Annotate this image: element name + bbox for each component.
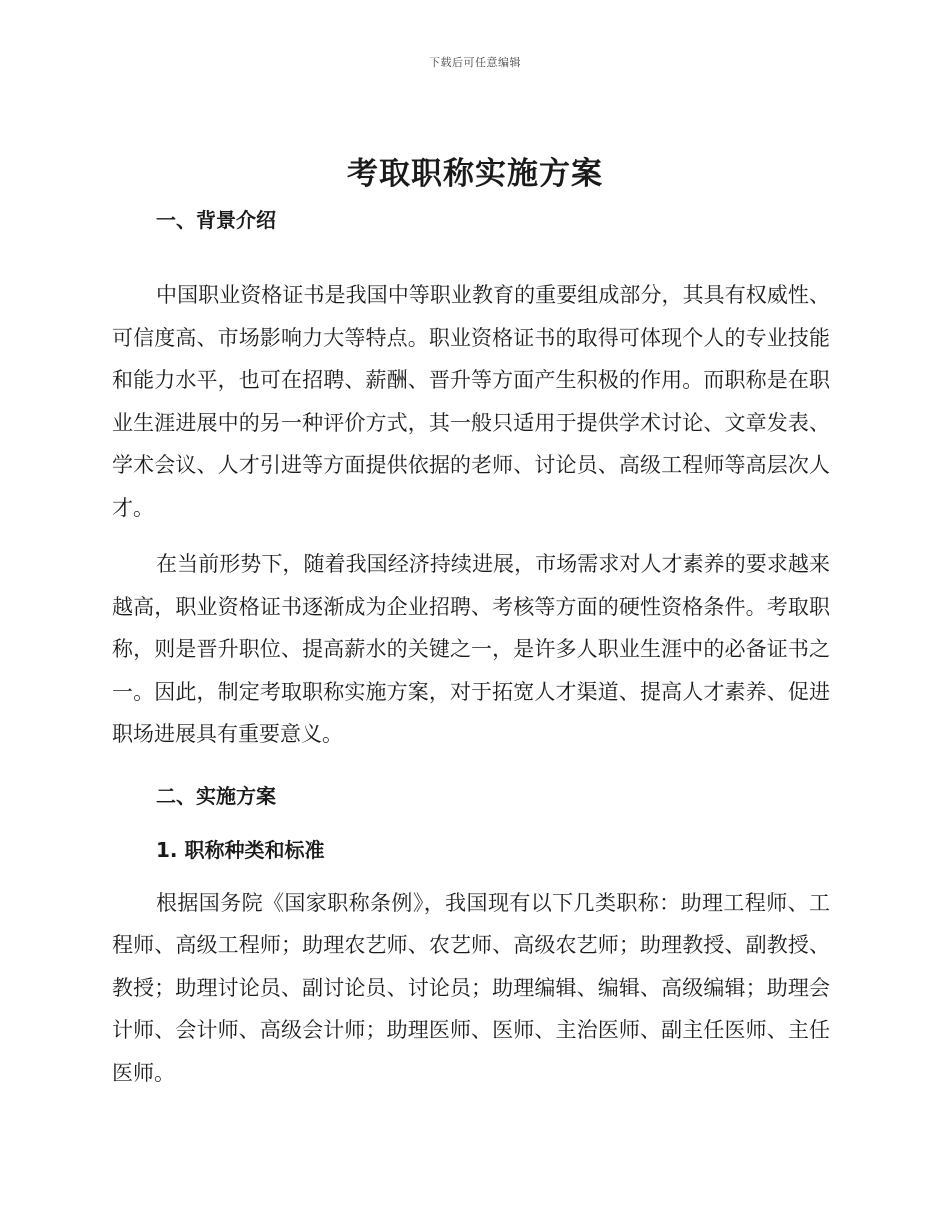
section-heading-background: 一、背景介绍 xyxy=(156,208,276,232)
subheading-title-types: 1. 职称种类和标准 xyxy=(156,837,325,862)
page-header-note: 下载后可任意编辑 xyxy=(429,56,521,69)
paragraph-background-1: 中国职业资格证书是我国中等职业教育的重要组成部分，其具有权威性、可信度高、市场影响力大等特点。职业资格证书的取得可体现个人的专业技能和能力水平，也可在招聘、薪酬、晋升等方面产生积极的作用。而职称是在职业生涯进展中的另一种评价方式，其一般只适用于提供学术讨论、文章发表、学术会议、人才引进等方面提供依据的老师、讨论员、高级工程师等高层次人才。 xyxy=(112,283,830,520)
paragraph-title-types: 根据国务院《国家职称条例》，我国现有以下几类职称：助理工程师、工程师、高级工程师；助理农艺师、农艺师、高级农艺师；助理教授、副教授、教授；助理讨论员、副讨论员、讨论员；助理编辑、编辑、高级编辑；助理会计师、会计师、高级会计师；助理医师、医师、主治医师、副主任医师、主任医师。 xyxy=(112,890,830,1085)
document-title: 考取职称实施方案 xyxy=(347,156,603,192)
paragraph-background-2: 在当前形势下，随着我国经济持续进展，市场需求对人才素养的要求越来越高，职业资格证书逐渐成为企业招聘、考核等方面的硬性资格条件。考取职称，则是晋升职位、提高薪水的关键之一，是许多人职业生涯中的必备证书之一。因此，制定考取职称实施方案，对于拓宽人才渠道、提高人才素养、促进职场进展具有重要意义。 xyxy=(112,552,830,746)
document-body xyxy=(112,200,830,1094)
section-heading-implementation: 二、实施方案 xyxy=(156,783,276,808)
